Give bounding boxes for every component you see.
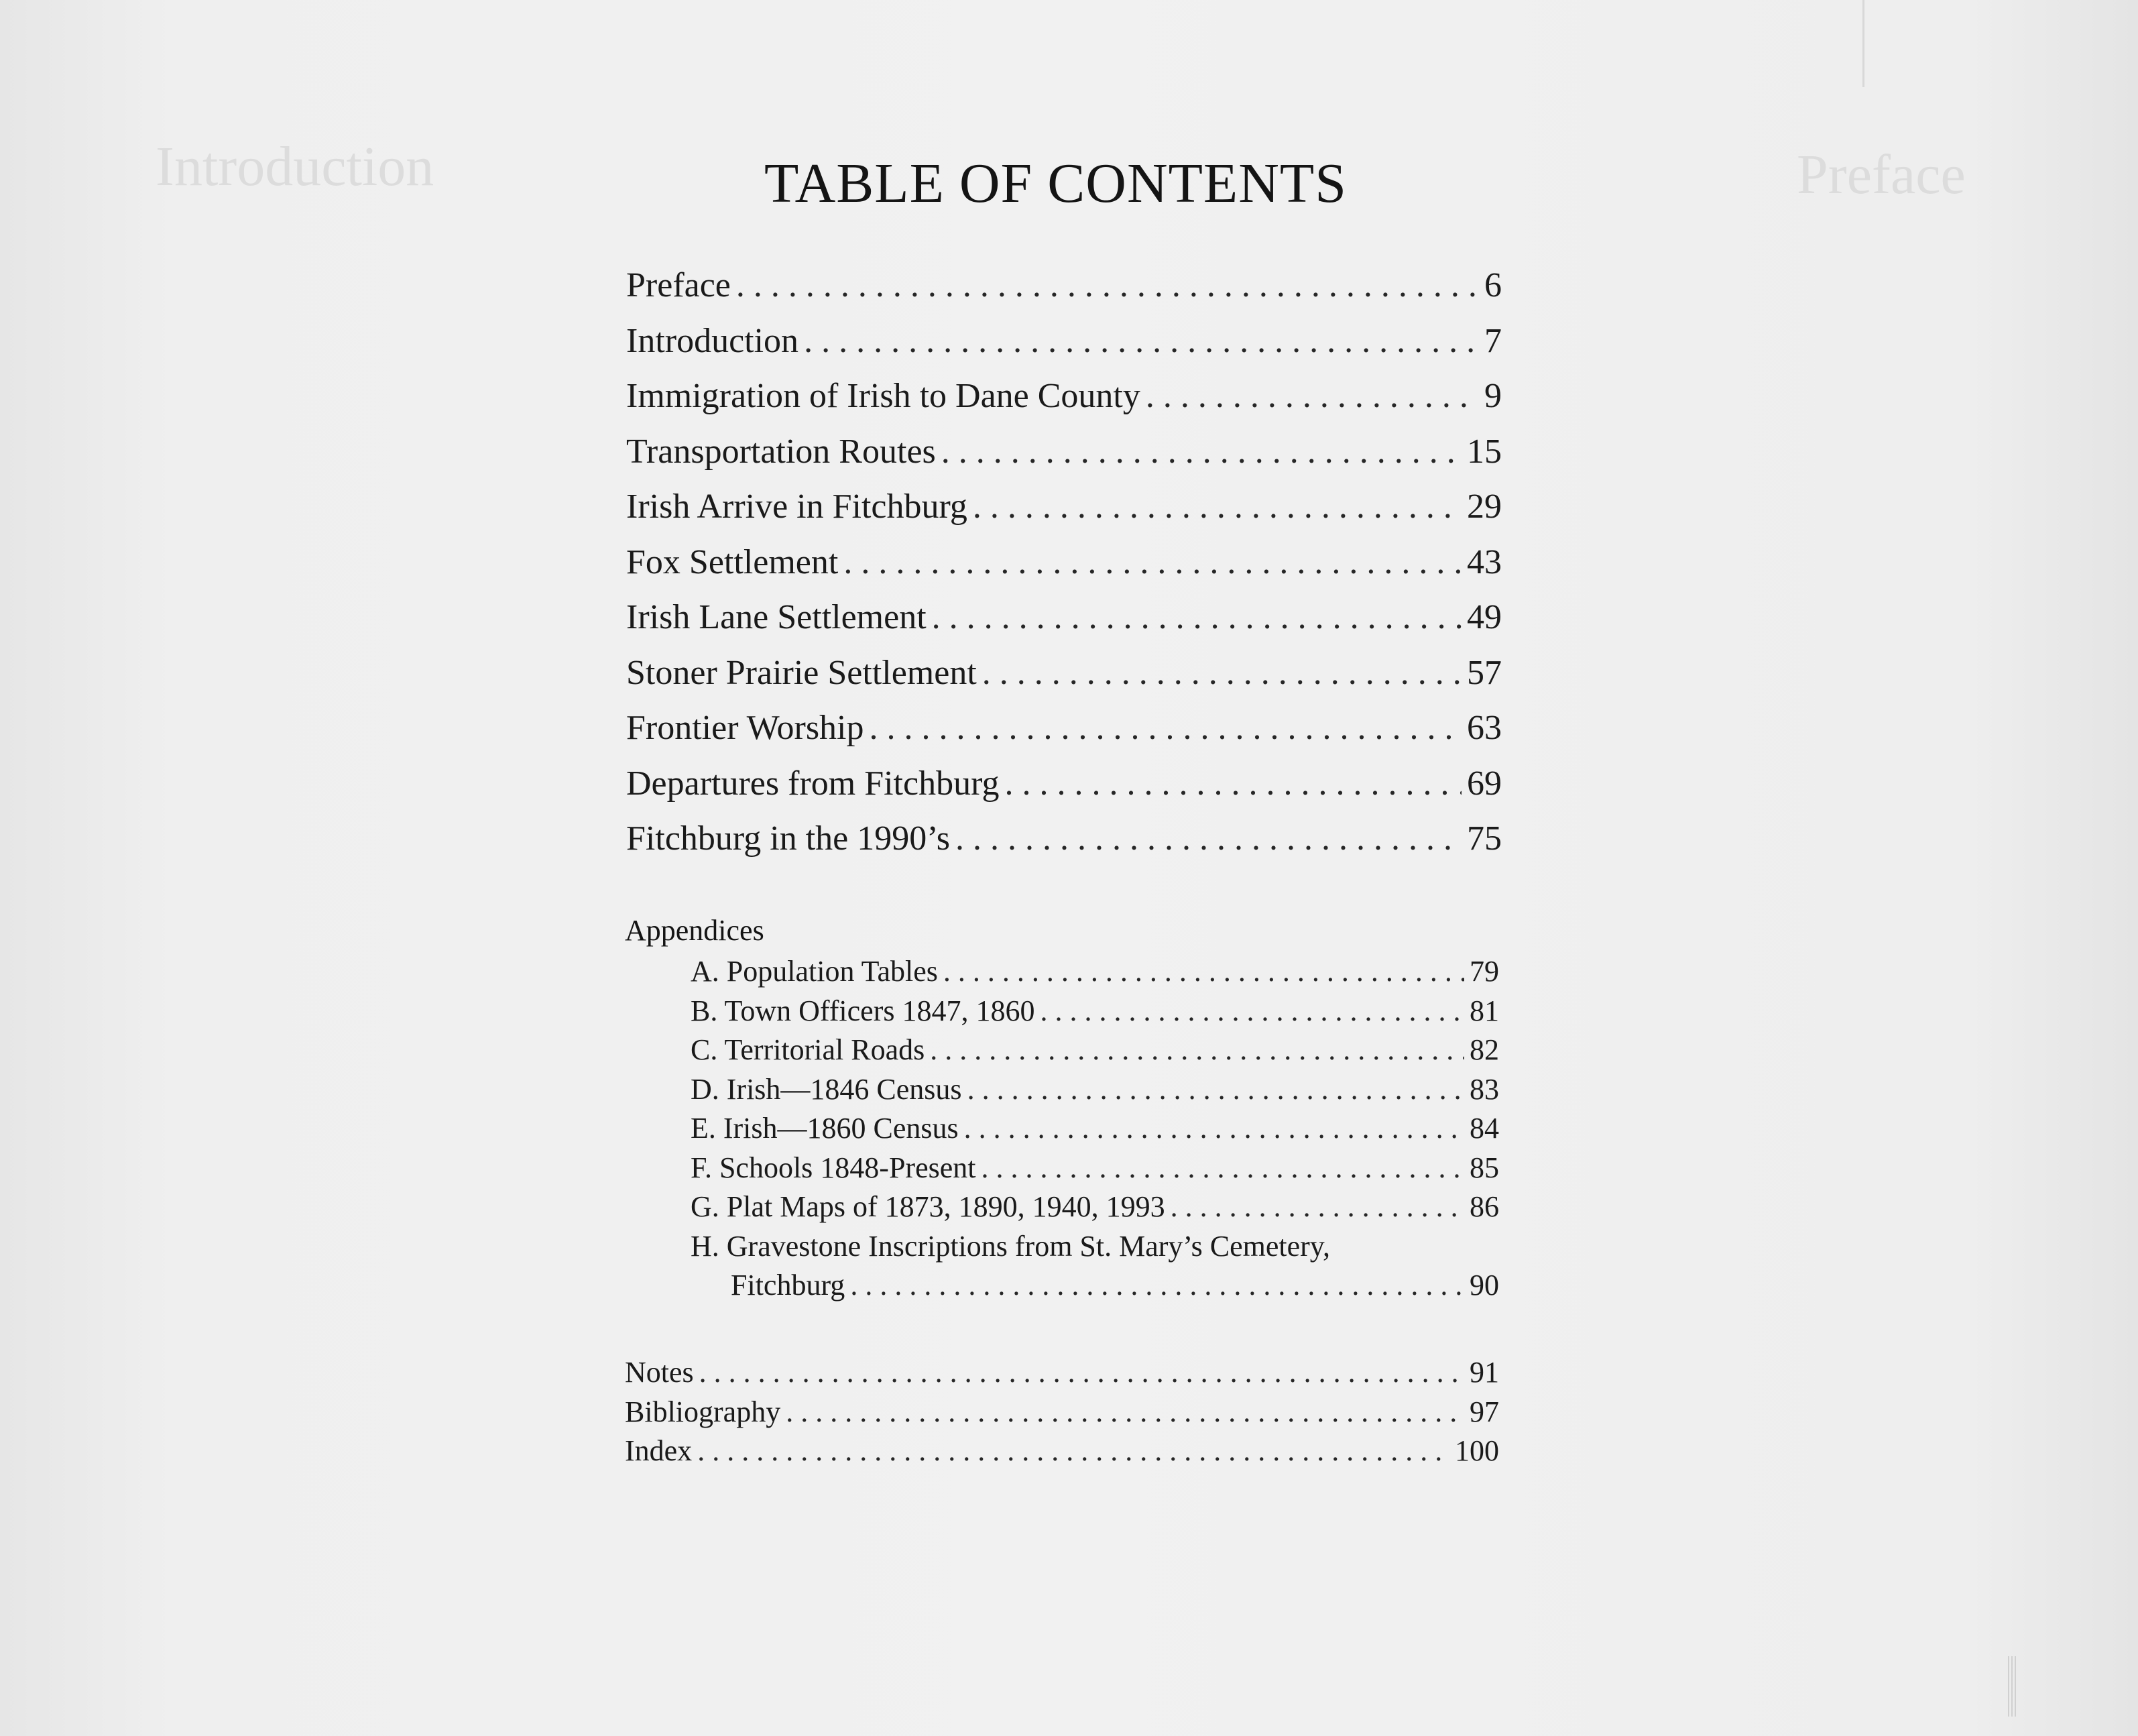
toc-entry-page: 57 (1467, 653, 1502, 692)
appendix-page: 90 (1470, 1269, 1499, 1301)
toc-entry-label: Transportation Routes (626, 432, 936, 471)
dot-leader (981, 1149, 1464, 1188)
toc-entry-index (625, 1432, 1499, 1471)
toc-entry-immigration (626, 369, 1502, 424)
toc-entry-page: 15 (1467, 432, 1502, 471)
toc-entry-page: 43 (1467, 542, 1502, 581)
back-matter-list (625, 1353, 1499, 1471)
toc-entry-label: Irish Lane Settlement (626, 598, 927, 636)
page-title: TABLE OF CONTENTS (764, 152, 1347, 215)
toc-entry-page: 9 (1484, 377, 1502, 415)
toc-entry-label: Fox Settlement (626, 542, 839, 581)
dot-leader (786, 1393, 1464, 1432)
dot-leader (736, 258, 1479, 314)
toc-entry-transportation (626, 424, 1502, 480)
dot-leader (973, 479, 1462, 535)
toc-main-list (626, 258, 1502, 867)
toc-entry-label: Stoner Prairie Settlement (626, 653, 977, 692)
toc-entry-irish-lane (626, 590, 1502, 646)
toc-entry-page: 49 (1467, 598, 1502, 636)
bleed-through-right-heading: Preface (1797, 143, 1966, 206)
dot-leader (943, 952, 1464, 992)
toc-entry-page: 7 (1484, 321, 1502, 360)
dot-leader (804, 314, 1479, 369)
toc-entry-label: Frontier Worship (626, 709, 864, 747)
toc-entry-irish-arrive (626, 479, 1502, 535)
dot-leader (699, 1353, 1464, 1393)
dot-leader (850, 1266, 1464, 1306)
appendix-page: 86 (1470, 1190, 1499, 1223)
toc-entry-label: Introduction (626, 321, 799, 360)
dot-leader (697, 1432, 1449, 1471)
toc-entry-label: Bibliography (625, 1395, 781, 1428)
toc-entry-bibliography (625, 1393, 1499, 1432)
appendix-label: C. Territorial Roads (691, 1033, 925, 1066)
toc-entry-frontier-worship (626, 701, 1502, 756)
appendix-entry-f (691, 1149, 1499, 1188)
dot-leader (1146, 369, 1479, 424)
toc-entry-page: 63 (1467, 709, 1502, 747)
toc-entry-stoner-prairie (626, 646, 1502, 701)
toc-entry-label: Notes (625, 1356, 694, 1389)
toc-entry-page: 29 (1467, 487, 1502, 526)
toc-entry-fitchburg-1990s (626, 811, 1502, 867)
appendix-entry-h (691, 1227, 1499, 1267)
appendices-heading: Appendices (625, 914, 764, 947)
dot-leader (1004, 756, 1462, 812)
appendix-label: B. Town Officers 1847, 1860 (691, 994, 1035, 1027)
appendix-entry-c (691, 1031, 1499, 1070)
appendix-entry-h-continued (691, 1266, 1499, 1306)
dot-leader (1171, 1188, 1464, 1227)
dot-leader (967, 1070, 1464, 1110)
appendix-entry-d (691, 1070, 1499, 1110)
bleed-through-left-heading: Introduction (156, 135, 434, 198)
toc-entry-label: Index (625, 1434, 693, 1467)
appendix-entry-g (691, 1188, 1499, 1227)
dot-leader (1040, 992, 1464, 1031)
appendix-page: 82 (1470, 1033, 1499, 1066)
toc-entry-label: Departures from Fitchburg (626, 764, 1000, 803)
appendix-label-continued: Fitchburg (731, 1269, 845, 1301)
toc-entry-page: 6 (1484, 266, 1502, 304)
toc-entry-page: 69 (1467, 764, 1502, 803)
dot-leader (982, 646, 1462, 701)
appendix-label: H. Gravestone Inscriptions from St. Mary’s Cemetery, (691, 1229, 1330, 1263)
dot-leader (955, 811, 1462, 867)
appendix-page: 85 (1470, 1151, 1499, 1184)
appendix-entry-b (691, 992, 1499, 1031)
page-edge-mark (2008, 1656, 2017, 1717)
appendix-entry-e (691, 1109, 1499, 1149)
appendix-page: 84 (1470, 1112, 1499, 1145)
toc-entry-label: Preface (626, 266, 731, 304)
dot-leader (941, 424, 1462, 480)
appendix-label: E. Irish—1860 Census (691, 1112, 959, 1145)
toc-entry-page: 75 (1467, 819, 1502, 858)
appendix-label: G. Plat Maps of 1873, 1890, 1940, 1993 (691, 1190, 1165, 1223)
dot-leader (870, 701, 1462, 756)
appendix-label: A. Population Tables (691, 955, 938, 988)
toc-entry-preface (626, 258, 1502, 314)
toc-entry-label: Irish Arrive in Fitchburg (626, 487, 967, 526)
toc-entry-label: Immigration of Irish to Dane County (626, 377, 1140, 415)
toc-entry-introduction (626, 314, 1502, 369)
appendix-entry-a (691, 952, 1499, 992)
appendix-page: 83 (1470, 1072, 1499, 1106)
toc-entry-page: 100 (1455, 1434, 1499, 1467)
toc-entry-fox-settlement (626, 535, 1502, 591)
toc-entry-label: Fitchburg in the 1990’s (626, 819, 950, 858)
dot-leader (964, 1109, 1464, 1149)
appendix-label: F. Schools 1848-Present (691, 1151, 976, 1184)
appendix-label: D. Irish—1846 Census (691, 1072, 962, 1106)
toc-entry-departures (626, 756, 1502, 812)
toc-entry-page: 91 (1470, 1356, 1499, 1389)
appendices-list (691, 952, 1499, 1306)
appendix-page: 81 (1470, 994, 1499, 1027)
toc-entry-page: 97 (1470, 1395, 1499, 1428)
dot-leader (930, 1031, 1464, 1070)
toc-entry-notes (625, 1353, 1499, 1393)
dot-leader (932, 590, 1462, 646)
appendix-page: 79 (1470, 955, 1499, 988)
dot-leader (843, 535, 1462, 591)
page-fold-line (1862, 0, 1864, 87)
